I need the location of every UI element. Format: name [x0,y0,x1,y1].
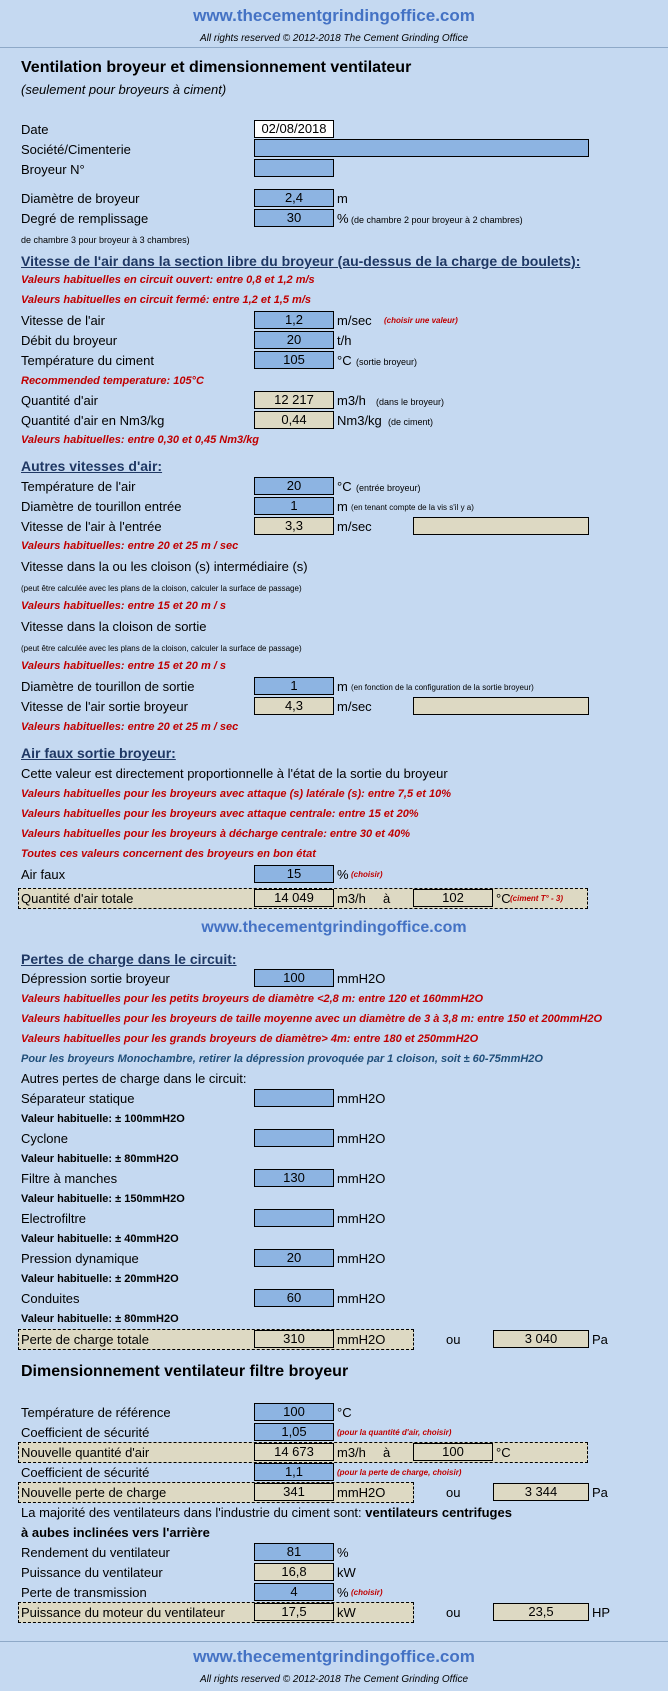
separator-label: Séparateur statique [21,1091,135,1106]
diameter-unit: m [337,191,348,206]
cement-temp-field[interactable]: 105 [254,351,334,369]
cyclone-hint: Valeur habituelle: ± 80mmH2O [21,1153,179,1165]
outlet-speed-range: Valeurs habituelles: entre 20 et 25 m / sec [21,721,239,733]
mill-field[interactable] [254,159,334,177]
false-air-note: (choisir) [351,870,383,879]
safety-coef-air-field[interactable]: 1,05 [254,1423,334,1441]
total-loss-unit: mmH2O [337,1332,386,1347]
outlet-trunnion-note: (en fonction de la configuration de la sortie broyeur) [351,683,534,692]
motor-power-or: ou [446,1605,461,1620]
false-air-unit: % [337,867,349,882]
air-nm3-note: (de ciment) [388,417,434,427]
outlet-trunnion-field[interactable]: 1 [254,677,334,695]
air-speed-label: Vitesse de l'air [21,313,105,328]
false-air-note-3: Valeurs habituelles pour les broyeurs à décharge centrale: entre 30 et 40% [21,828,411,840]
filling-unit: % [337,211,349,226]
note-closed-circuit: Valeurs habituelles en circuit fermé: entre 1,2 et 1,5 m/s [21,294,311,306]
false-air-field[interactable]: 15 [254,865,334,883]
outlet-speed-extra-cell [413,697,589,715]
outlet-speed-unit: m/sec [337,699,372,714]
date-field[interactable]: 02/08/2018 [254,120,334,138]
new-loss-output: 341 [254,1483,334,1501]
inlet-trunnion-unit: m [337,499,348,514]
total-loss-or: ou [446,1332,461,1347]
air-temp-note: (entrée broyeur) [356,483,421,493]
safety-coef-loss-note: (pour la perte de charge, choisir) [337,1468,462,1477]
air-temp-field[interactable]: 20 [254,477,334,495]
depression-note-1: Valeurs habituelles pour les petits broyeurs de diamètre <2,8 m: entre 120 et 160mmH2O [21,993,484,1005]
safety-coef-air-label: Coefficient de sécurité [21,1425,150,1440]
air-temp-label: Température de l'air [21,479,136,494]
intermediate-note: (peut être calculée avec les plans de la cloison, calculer la surface de passage) [21,584,302,593]
fan-power-label: Puissance du ventilateur [21,1565,163,1580]
intermediate-label: Vitesse dans la ou les cloison (s) intermédiaire (s) [21,559,308,574]
false-air-note-2: Valeurs habituelles pour les broyeurs avec attaque centrale: entre 15 et 20% [21,808,419,820]
total-air-temp-unit: °C [496,891,511,906]
fan-sizing-heading: Dimensionnement ventilateur filtre broyeur [21,1363,349,1380]
esp-field[interactable] [254,1209,334,1227]
depression-label: Dépression sortie broyeur [21,971,170,986]
motor-power-hp-unit: HP [592,1605,611,1620]
diameter-label: Diamètre de broyeur [21,191,140,206]
filling-note: (de chambre 2 pour broyeur à 2 chambres) [351,215,523,225]
ducts-label: Conduites [21,1291,80,1306]
false-air-label: Air faux [21,867,66,882]
inlet-trunnion-label: Diamètre de tourillon entrée [21,499,182,514]
cement-temp-note: (sortie broyeur) [356,357,418,367]
ducts-unit: mmH2O [337,1291,386,1306]
date-label: Date [21,122,49,137]
bagfilter-hint: Valeur habituelle: ± 150mmH2O [21,1193,185,1205]
section-air-speed-heading: Vitesse de l'air dans la section libre du broyeur (au-dessus de la charge de boulets): [21,253,581,269]
inlet-speed-range: Valeurs habituelles: entre 20 et 25 m / sec [21,540,239,552]
ducts-hint: Valeur habituelle: ± 80mmH2O [21,1313,179,1325]
depression-note-3: Valeurs habituelles pour les grands broyeurs de diamètre> 4m: entre 180 et 250mmH2O [21,1033,479,1045]
outlet-speed-label: Vitesse de l'air sortie broyeur [21,699,188,714]
section-false-air-heading: Air faux sortie broyeur: [21,745,176,761]
footer-link[interactable]: www.thecementgrindingoffice.com [193,1647,475,1666]
separator-unit: mmH2O [337,1091,386,1106]
motor-power-hp-output: 23,5 [493,1603,589,1621]
outlet-trunnion-label: Diamètre de tourillon de sortie [21,679,195,694]
air-qty-unit: m3/h [337,393,366,408]
separator-field[interactable] [254,1089,334,1107]
safety-coef-loss-field[interactable]: 1,1 [254,1463,334,1481]
new-loss-pa-unit: Pa [592,1485,608,1500]
motor-power-label: Puissance du moteur du ventilateur [21,1605,225,1620]
bagfilter-field[interactable]: 130 [254,1169,334,1187]
cement-temp-label: Température du ciment [21,353,154,368]
new-air-label: Nouvelle quantité d'air [21,1445,150,1460]
total-air-label: Quantité d'air totale [21,891,134,906]
fan-efficiency-unit: % [337,1545,349,1560]
middle-link[interactable]: www.thecementgrindingoffice.com [201,919,467,936]
safety-coef-loss-label: Coefficient de sécurité [21,1465,150,1480]
dynamic-pressure-hint: Valeur habituelle: ± 20mmH2O [21,1273,179,1285]
page-title: Ventilation broyeur et dimensionnement ventilateur [21,59,412,76]
fan-type-bold: ventilateurs centrifuges [365,1505,512,1520]
total-loss-pa-output: 3 040 [493,1330,589,1348]
air-qty-output: 12 217 [254,391,334,409]
esp-unit: mmH2O [337,1211,386,1226]
new-air-unit: m3/h [337,1445,366,1460]
fan-power-unit: kW [337,1565,356,1580]
fan-type-line2: à aubes inclinées vers l'arrière [21,1525,210,1540]
inlet-trunnion-note: (en tenant compte de la vis s'il y a) [351,503,474,512]
separator-hint: Valeur habituelle: ± 100mmH2O [21,1113,185,1125]
fan-type-text [21,1505,512,1521]
mill-label: Broyeur N° [21,162,85,177]
bagfilter-label: Filtre à manches [21,1171,118,1186]
outlet-speed-output: 4,3 [254,697,334,715]
new-air-temp-unit: °C [496,1445,511,1460]
total-air-unit: m3/h [337,891,366,906]
ref-temp-unit: °C [337,1405,352,1420]
filling-field[interactable]: 30 [254,209,334,227]
inlet-speed-label: Vitesse de l'air à l'entrée [21,519,162,534]
fan-efficiency-label: Rendement du ventilateur [21,1545,170,1560]
air-speed-field[interactable]: 1,2 [254,311,334,329]
page-subtitle: (seulement pour broyeurs à ciment) [21,82,227,97]
company-label: Société/Cimenterie [21,142,131,157]
new-loss-label: Nouvelle perte de charge [21,1485,167,1500]
note-open-circuit: Valeurs habituelles en circuit ouvert: entre 0,8 et 1,2 m/s [21,274,315,286]
intermediate-range: Valeurs habituelles: entre 15 et 20 m / s [21,600,227,612]
fan-efficiency-field[interactable]: 81 [254,1543,334,1561]
total-loss-label: Perte de charge totale [21,1332,149,1347]
dynamic-pressure-unit: mmH2O [337,1251,386,1266]
new-loss-or: ou [446,1485,461,1500]
safety-coef-air-note: (pour la quantité d'air, choisir) [337,1428,452,1437]
new-loss-pa-output: 3 344 [493,1483,589,1501]
recommended-temp-note: Recommended temperature: 105°C [21,375,204,387]
air-qty-note: (dans le broyeur) [376,397,445,407]
section-pressure-loss-heading: Pertes de charge dans le circuit: [21,951,237,967]
ref-temp-label: Température de référence [21,1405,171,1420]
air-nm3-range: Valeurs habituelles: entre 0,30 et 0,45 Nm3/kg [21,434,260,446]
new-air-output: 14 673 [254,1443,334,1461]
throughput-unit: t/h [337,333,352,348]
total-air-at: à [383,891,391,906]
throughput-label: Débit du broyeur [21,333,118,348]
footer-rights: All rights reserved © 2012-2018 The Cement Grinding Office [199,1674,469,1685]
outlet-diaphragm-label: Vitesse dans la cloison de sortie [21,619,207,634]
cement-temp-unit: °C [337,353,352,368]
transmission-loss-field[interactable]: 4 [254,1583,334,1601]
filling-label: Degré de remplissage [21,211,149,226]
fan-type-intro: La majorité des ventilateurs dans l'industrie du ciment sont: [21,1505,362,1520]
ref-temp-field[interactable]: 100 [254,1403,334,1421]
total-air-temp-note: (ciment T° - 3) [510,894,563,903]
air-qty-label: Quantité d'air [21,393,98,408]
cyclone-field[interactable] [254,1129,334,1147]
motor-power-unit: kW [337,1605,356,1620]
outlet-diaphragm-note: (peut être calculée avec les plans de la cloison, calculer la surface de passage) [21,644,302,653]
cyclone-unit: mmH2O [337,1131,386,1146]
air-speed-note: (choisir une valeur) [384,316,458,325]
filling-note-2: de chambre 3 pour broyeur à 3 chambres) [21,235,190,245]
footer-divider [0,1641,668,1642]
air-nm3-unit: Nm3/kg [337,413,382,428]
inlet-speed-output: 3,3 [254,517,334,535]
new-air-at: à [383,1445,391,1460]
throughput-field[interactable]: 20 [254,331,334,349]
depression-note-2: Valeurs habituelles pour les broyeurs de taille moyenne avec un diamètre de 3 à 3,8 m: entre 150 et 200mmH2O [21,1013,602,1025]
cyclone-label: Cyclone [21,1131,68,1146]
air-temp-unit: °C [337,479,352,494]
air-speed-unit: m/sec [337,313,372,328]
section-other-speeds-heading: Autres vitesses d'air: [21,458,163,474]
esp-hint: Valeur habituelle: ± 40mmH2O [21,1233,179,1245]
depression-field[interactable]: 100 [254,969,334,987]
air-nm3-output: 0,44 [254,411,334,429]
false-air-note-1: Valeurs habituelles pour les broyeurs avec attaque (s) latérale (s): entre 7,5 et 10% [21,788,451,800]
air-nm3-label: Quantité d'air en Nm3/kg [21,413,165,428]
total-air-temp-output: 102 [413,889,493,907]
dynamic-pressure-label: Pression dynamique [21,1251,139,1266]
ducts-field[interactable]: 60 [254,1289,334,1307]
bagfilter-unit: mmH2O [337,1171,386,1186]
dynamic-pressure-field[interactable]: 20 [254,1249,334,1267]
monochamber-note: Pour les broyeurs Monochambre, retirer la dépression provoquée par 1 cloison, soit ± 60-75mmH2O [21,1053,543,1065]
fan-power-output: 16,8 [254,1563,334,1581]
outlet-trunnion-unit: m [337,679,348,694]
other-losses-label: Autres pertes de charge dans le circuit: [21,1071,247,1086]
transmission-loss-label: Perte de transmission [21,1585,147,1600]
inlet-speed-extra-cell [413,517,589,535]
depression-unit: mmH2O [337,971,386,986]
company-field[interactable] [254,139,589,157]
esp-label: Electrofiltre [21,1211,87,1226]
header-rights: All rights reserved © 2012-2018 The Cement Grinding Office [199,33,469,44]
inlet-speed-unit: m/sec [337,519,372,534]
new-air-temp-output: 100 [413,1443,493,1461]
total-loss-pa-unit: Pa [592,1332,608,1347]
transmission-loss-note: (choisir) [351,1588,383,1597]
inlet-trunnion-field[interactable]: 1 [254,497,334,515]
motor-power-output: 17,5 [254,1603,334,1621]
outlet-diaphragm-range: Valeurs habituelles: entre 15 et 20 m / s [21,660,227,672]
false-air-intro: Cette valeur est directement proportionnelle à l'état de la sortie du broyeur [21,766,448,781]
total-loss-output: 310 [254,1330,334,1348]
header-link[interactable]: www.thecementgrindingoffice.com [193,6,475,25]
false-air-note-4: Toutes ces valeurs concernent des broyeurs en bon état [21,848,316,860]
header-divider [0,47,668,48]
total-air-output: 14 049 [254,889,334,907]
new-loss-unit: mmH2O [337,1485,386,1500]
diameter-field[interactable]: 2,4 [254,189,334,207]
transmission-loss-unit: % [337,1585,349,1600]
